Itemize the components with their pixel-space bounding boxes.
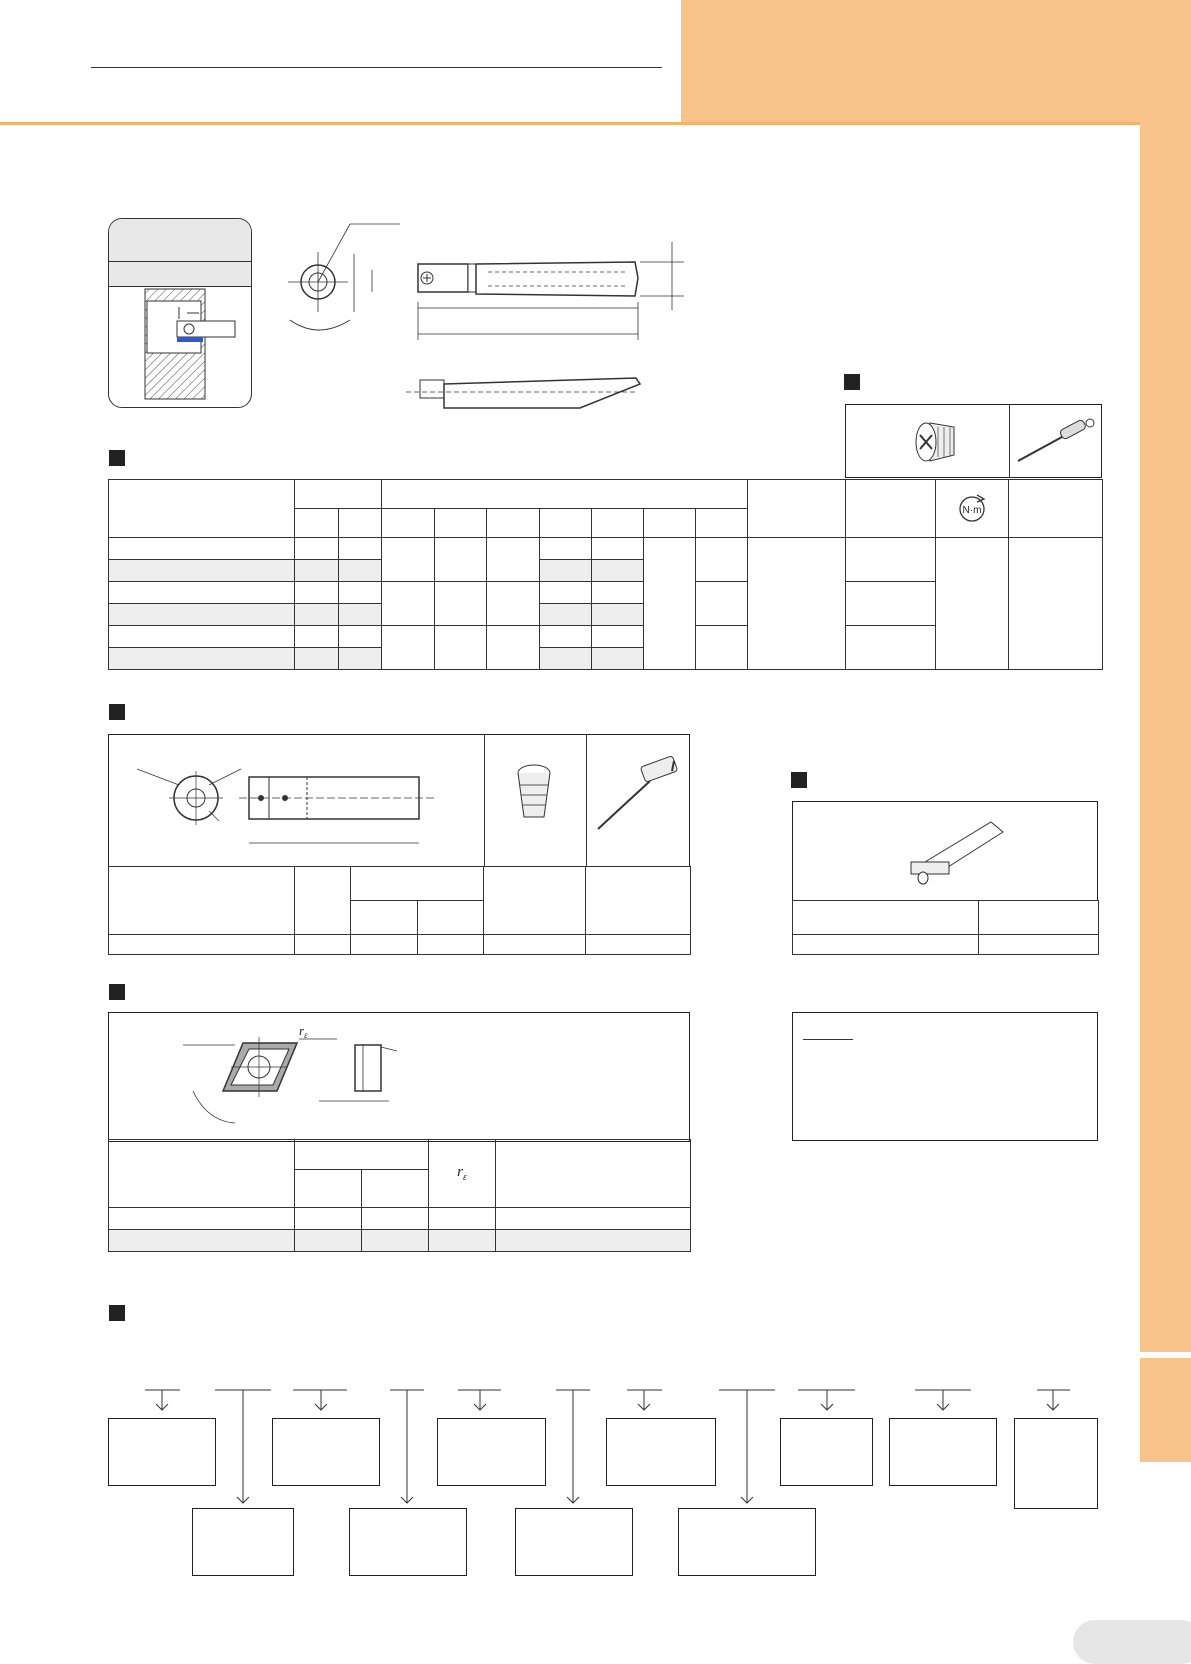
header-divider [0,122,1140,125]
torque-unit-label: N·m [962,505,982,516]
insert-drawing-box [108,1012,690,1142]
code-box-4 [349,1508,467,1576]
section-marker [109,1305,125,1321]
insert-screw-icon [904,417,964,467]
code-box-9 [780,1418,873,1486]
code-box-3 [272,1418,380,1486]
code-box-2 [192,1508,294,1576]
corner-radius-header: $r_\varepsilon$ [457,1164,467,1183]
holder-drawing [280,212,700,412]
side-tab-lower [1140,1358,1191,1462]
screwdriver-icon [1014,417,1098,467]
code-box-11 [1014,1418,1098,1509]
header-rule [91,67,662,68]
sleeve-drawing-box [108,734,690,867]
sleeve-drawing [109,735,479,866]
section-marker [109,984,125,1000]
code-box-5 [437,1418,546,1486]
insert-drawing [179,1013,479,1139]
section-marker [791,772,807,788]
code-box-6 [515,1508,633,1576]
section-marker [844,374,860,390]
section-marker [109,704,125,720]
wrench-box [792,801,1098,901]
sleeve-spec-table [108,866,691,955]
hex-key-icon [594,757,684,837]
code-box-8 [678,1508,816,1576]
header-accent-block [681,0,1191,124]
page-number-badge [1073,1620,1191,1664]
holder-spec-table [108,479,1103,670]
wrench-spec-table [792,900,1099,955]
application-diagram-panel [108,218,252,408]
torque-icon [955,490,989,524]
stopper-wrench-icon [903,820,1013,890]
sleeve-screw-icon [504,757,564,837]
insert-spec-table [108,1139,691,1252]
notes-box [792,1012,1098,1141]
section-marker [109,450,125,466]
corner-radius-symbol: $r_\varepsilon$ [299,1023,308,1040]
side-tab-upper [1140,124,1191,1352]
parts-box [845,404,1102,478]
code-box-10 [889,1418,997,1486]
code-box-1 [108,1418,216,1486]
code-box-7 [606,1418,716,1486]
